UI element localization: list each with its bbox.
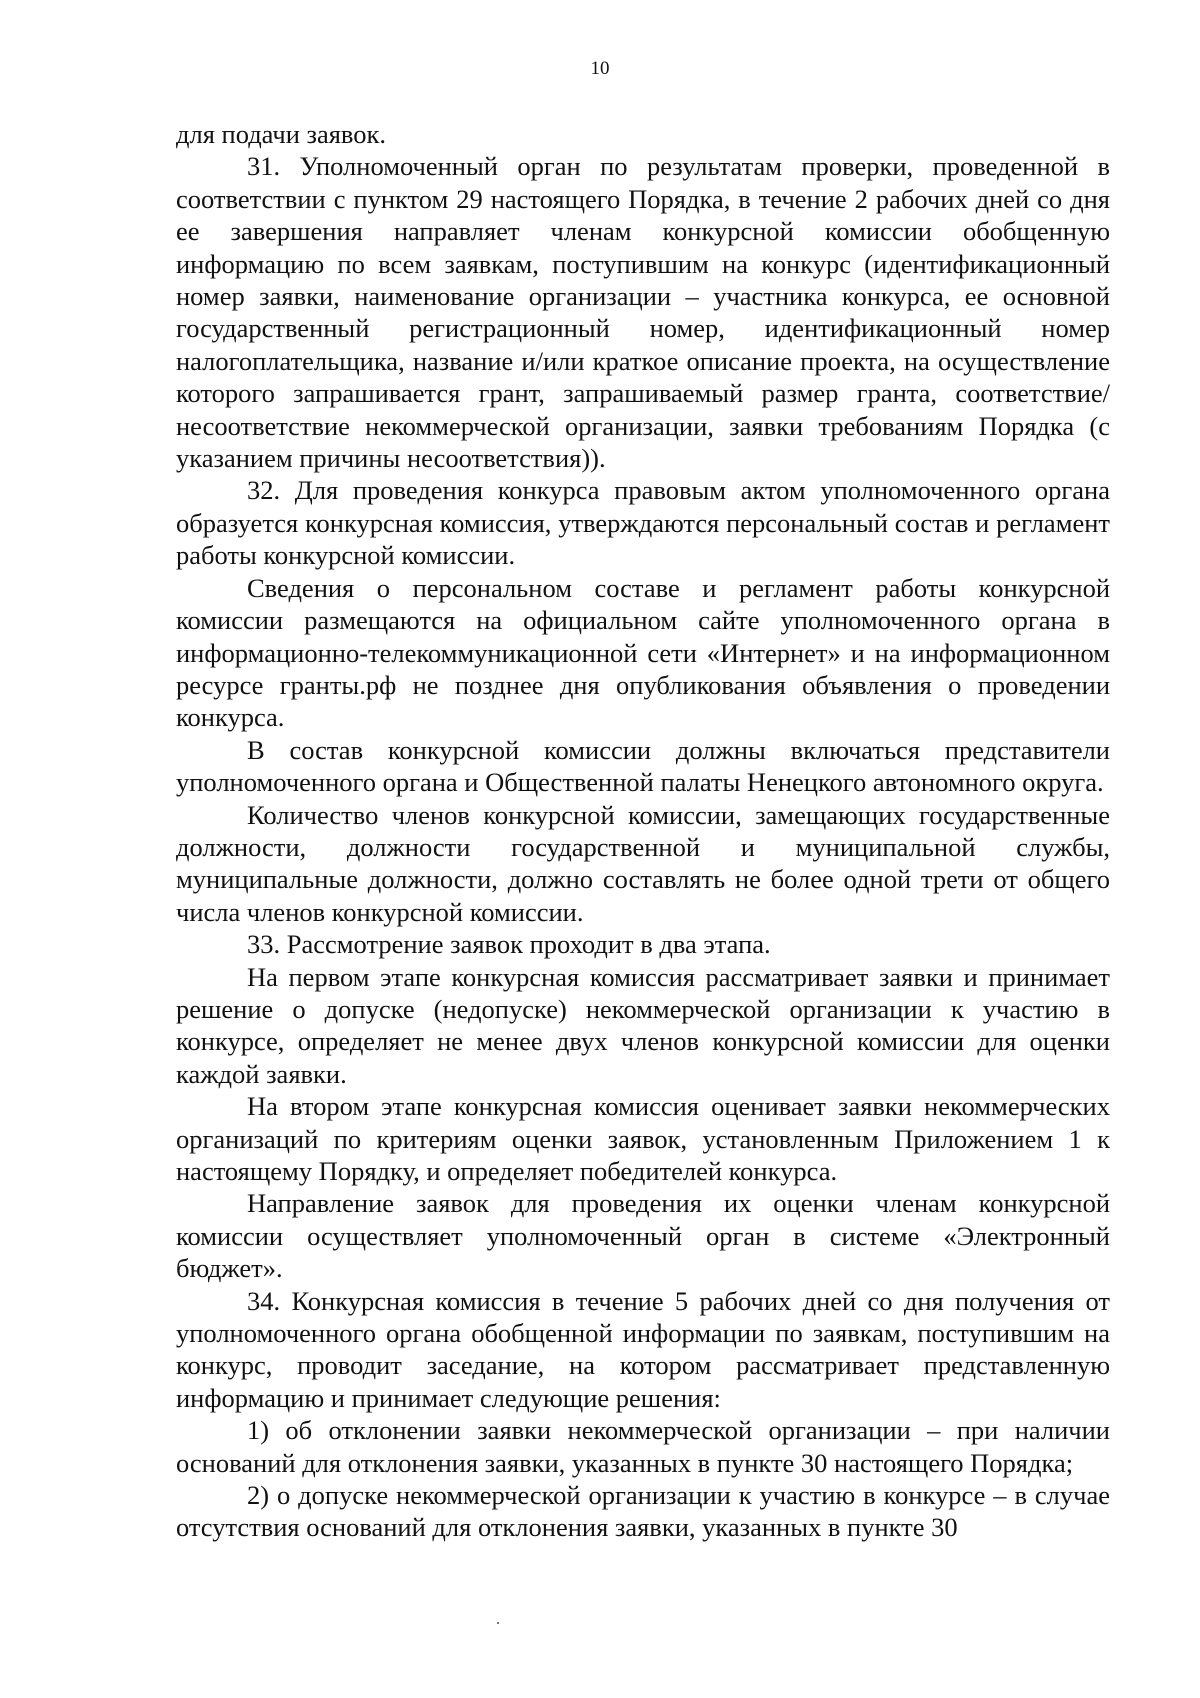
paragraph: 33. Рассмотрение заявок проходит в два этапа.	[247, 929, 771, 960]
paragraph: Направление заявок для проведения их оценки членам конкурсной комиссии осуществляет уполномоченный орган в системе «Электронный бюджет».	[176, 1188, 1110, 1284]
paragraph: В состав конкурсной комиссии должны включаться представители уполномоченного органа и Общественной палаты Ненецкого автономного округа.	[176, 734, 1110, 798]
paragraph: На втором этапе конкурсная комиссия оценивает заявки некоммерческих организаций по критериям оценки заявок, установленным Приложением 1 к настоящему Порядку, и определяет победителей конкурса.	[176, 1091, 1110, 1186]
paragraph: Количество членов конкурсной комиссии, замещающих государственные должности, должности государственной и муниципальной службы, муниципальные должности, должно составлять не более одной трети от общего числа членов конкурсной комиссии.	[176, 799, 1110, 927]
paragraph: 2) о допуске некоммерческой организации к участию в конкурсе – в случае отсутствия оснований для отклонения заявки, указанных в пункте 30	[176, 1480, 1110, 1543]
scan-speck	[497, 1622, 499, 1624]
paragraph: 32. Для проведения конкурса правовым актом уполномоченного органа образуется конкурсная комиссия, утверждаются персональный состав и регламент работы конкурсной комиссии.	[176, 475, 1110, 571]
paragraph: Сведения о персональном составе и регламент работы конкурсной комиссии размещаются на официальном сайте уполномоченного органа в информационно-телекоммуникационной сети «Интернет» и на информационном ресурсе гранты.рф не позднее дня опубликования объявления о проведении конкурса.	[176, 572, 1110, 733]
paragraph: 34. Конкурсная комиссия в течение 5 рабочих дней со дня получения от уполномоченного органа обобщенной информации по заявкам, поступившим на конкурс, проводит заседание, на котором рассматривает представленную информацию и принимает следующие решения:	[176, 1285, 1110, 1413]
paragraph: для подачи заявок.	[176, 119, 387, 149]
page-number: 10	[590, 58, 610, 79]
paragraph: 31. Уполномоченный орган по результатам проверки, проведенной в соответствии с пунктом 29 настоящего Порядка, в течение 2 рабочих дней со дня ее завершения направляет членам конкурсной комиссии обобщенную информацию по всем заявкам, поступившим на конкурс (идентификационный номер заявки, наименование организации – участника конкурса, ее основной государственный регистрационный номер, идентификационный номер налогоплательщика, название и/или краткое описание проекта, на осуществление которого запрашивается грант, запрашиваемый размер гранта, соответствие/несоответствие некоммерческой организации, заявки требованиям Порядка (с указанием причины несоответствия)).	[176, 151, 1110, 474]
body-text	[176, 118, 1110, 1544]
paragraph: На первом этапе конкурсная комиссия рассматривает заявки и принимает решение о допуске (недопуске) некоммерческой организации к участию в конкурсе, определяет не менее двух членов конкурсной комиссии для оценки каждой заявки.	[176, 961, 1110, 1089]
paragraph: 1) об отклонении заявки некоммерческой организации – при наличии оснований для отклонения заявки, указанных в пункте 30 настоящего Порядка;	[176, 1415, 1110, 1478]
